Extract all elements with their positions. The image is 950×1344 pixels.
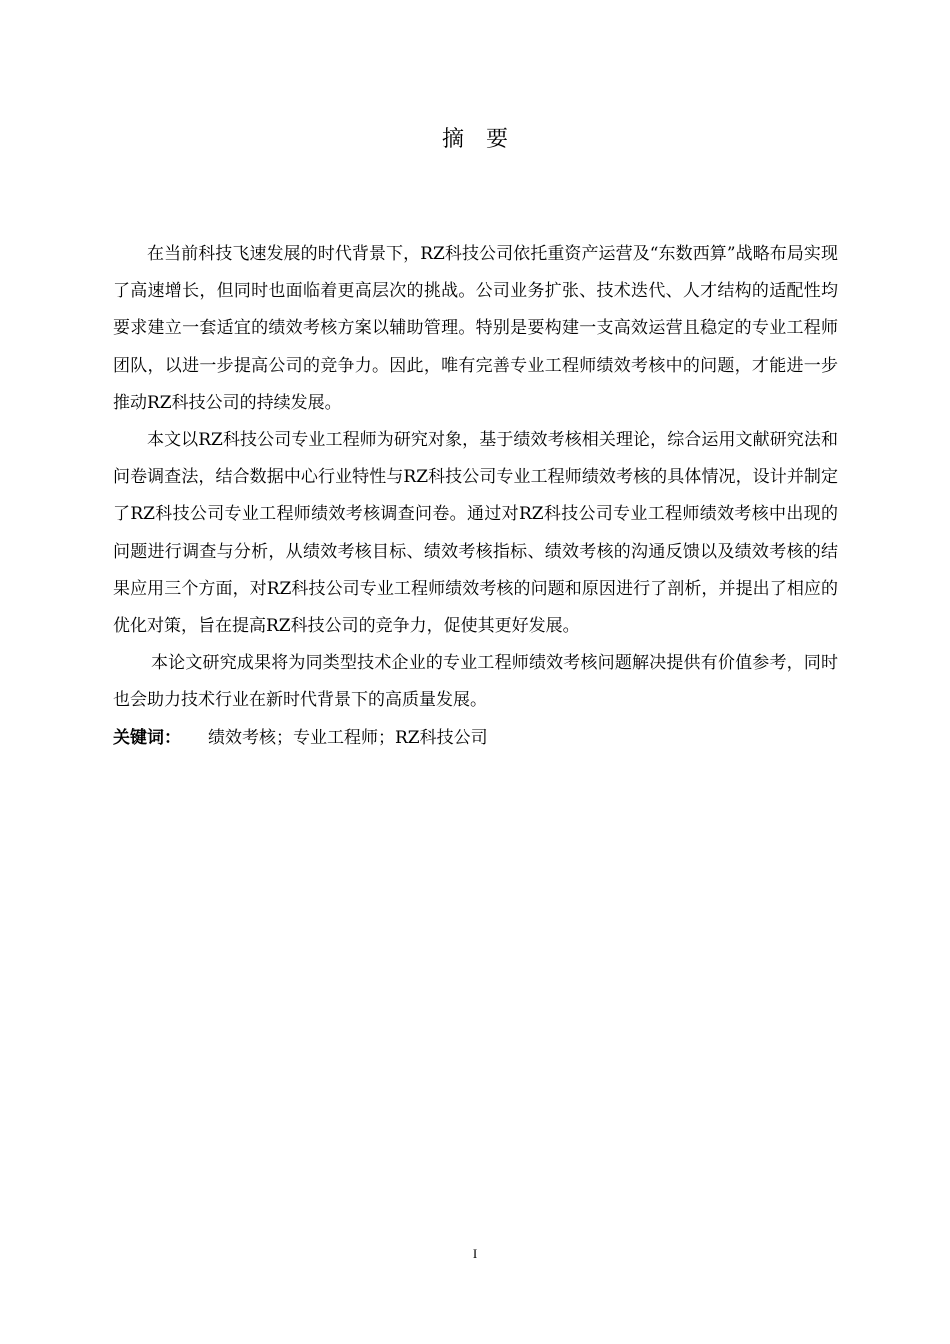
abstract-paragraph-2: 本文以RZ科技公司专业工程师为研究对象，基于绩效考核相关理论，综合运用文献研究法和问卷调查法，结合数据中心行业特性与RZ科技公司专业工程师绩效考核的具体情况，设计并制定了RZ科技公司专业工程师绩效考核调查问卷。通过对RZ科技公司专业工程师绩效考核中出现的问题进行调查与分析，从绩效考核目标、绩效考核指标、绩效考核的沟通反馈以及绩效考核的结果应用三个方面，对RZ科技公司专业工程师绩效考核的问题和原因进行了剖析，并提出了相应的优化对策，旨在提高RZ科技公司的竞争力，促使其更好发展。 bbox=[113, 430, 838, 637]
keywords-value: 绩效考核；专业工程师；RZ科技公司 bbox=[208, 727, 488, 748]
keywords-label: 关键词： bbox=[113, 727, 181, 748]
abstract-body bbox=[113, 236, 838, 757]
abstract-paragraph-3: 本论文研究成果将为同类型技术企业的专业工程师绩效考核问题解决提供有价值参考，同时也会助力技术行业在新时代背景下的高质量发展。 bbox=[113, 653, 838, 711]
abstract-title: 摘要 bbox=[441, 127, 530, 152]
keywords-line bbox=[113, 720, 838, 757]
page-number: I bbox=[472, 1246, 478, 1261]
abstract-paragraph-1: 在当前科技飞速发展的时代背景下，RZ科技公司依托重资产运营及“东数西算”战略布局实现了高速增长，但同时也面临着更高层次的挑战。公司业务扩张、技术迭代、人才结构的适配性均要求建立一套适宜的绩效考核方案以辅助管理。特别是要构建一支高效运营且稳定的专业工程师团队，以进一步提高公司的竞争力。因此，唯有完善专业工程师绩效考核中的问题，才能进一步推动RZ科技公司的持续发展。 bbox=[113, 244, 838, 413]
